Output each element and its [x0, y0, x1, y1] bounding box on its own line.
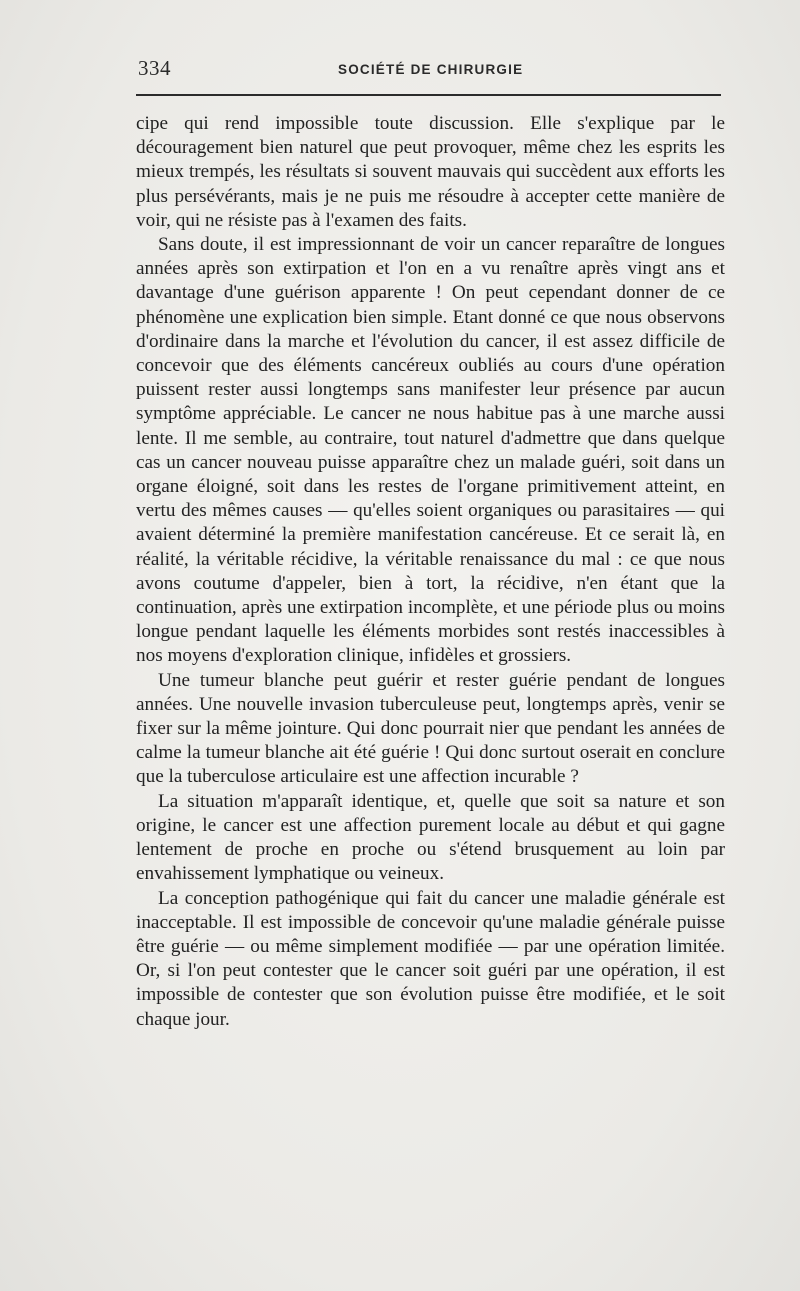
paragraph-2: Sans doute, il est impressionnant de voir un cancer reparaître de longues années après son extirpation et l'on en a vu renaître après vingt ans et davantage d'une guérison apparente ! On peut cependant donner de ce phénomène une explication bien simple. Etant donné ce que nous observons d'ordinaire dans la marche et l'évolution du cancer, il est assez difficile de concevoir que des éléments cancéreux oubliés au cours d'une opération puissent rester aussi longtemps sans manifester leur présence par aucun symptôme appréciable. Le cancer ne nous habitue pas à une marche aussi lente. Il me semble, au contraire, tout naturel d'admettre que dans quelque cas un cancer nouveau puisse apparaître chez un malade guéri, soit dans un organe éloigné, soit dans les restes de l'organe primitivement atteint, en vertu des mêmes causes — qu'elles soient organiques ou parasitaires — qui avaient déterminé la première manifestation cancéreuse. Et ce serait là, en réalité, la véritable récidive, la véritable renaissance du mal : ce que nous avons coutume d'appeler, bien à tort, la récidive, n'en étant que la continuation, après une extirpation incomplète, et une période plus ou moins longue pendant laquelle les éléments morbides sont restés inaccessibles à nos moyens d'exploration clinique, infidèles et grossiers. [136, 234, 725, 667]
page-number: 334 [138, 56, 171, 80]
header-rule [136, 94, 721, 96]
body-text [136, 112, 725, 1032]
paragraph-3: Une tumeur blanche peut guérir et rester guérie pendant de longues années. Une nouvelle invasion tuberculeuse peut, longtemps après, venir se fixer sur la même jointure. Qui donc pourrait nier que pendant les années de calme la tumeur blanche ait été guérie ! Qui donc surtout oserait en conclure que la tuberculose articulaire est une affection incurable ? [136, 669, 725, 788]
paragraph-1: cipe qui rend impossible toute discussion. Elle s'explique par le découragement bien naturel que peut provoquer, même chez les esprits les mieux trempés, les résultats si souvent mauvais qui succèdent aux efforts les plus persévérants, mais je ne puis me résoudre à accepter cette manière de voir, qui ne résiste pas à l'examen des faits. [136, 113, 725, 231]
paragraph-4: La situation m'apparaît identique, et, quelle que soit sa nature et son origine, le cancer est une affection purement locale au début et qui gagne lentement de proche en proche ou s'étend brusquement au loin par envahissement lymphatique ou veineux. [136, 790, 725, 885]
running-head: SOCIÉTÉ DE CHIRURGIE [338, 62, 524, 77]
page-header [138, 56, 724, 86]
paragraph-5: La conception pathogénique qui fait du cancer une maladie générale est inacceptable. Il est impossible de concevoir qu'une maladie générale puisse être guérie — ou même simplement modifiée — par une opération limitée. Or, si l'on peut contester que le cancer soit guéri par une opération, il est impossible de contester que son évolution puisse être modifiée, et le soit chaque jour. [136, 887, 725, 1030]
